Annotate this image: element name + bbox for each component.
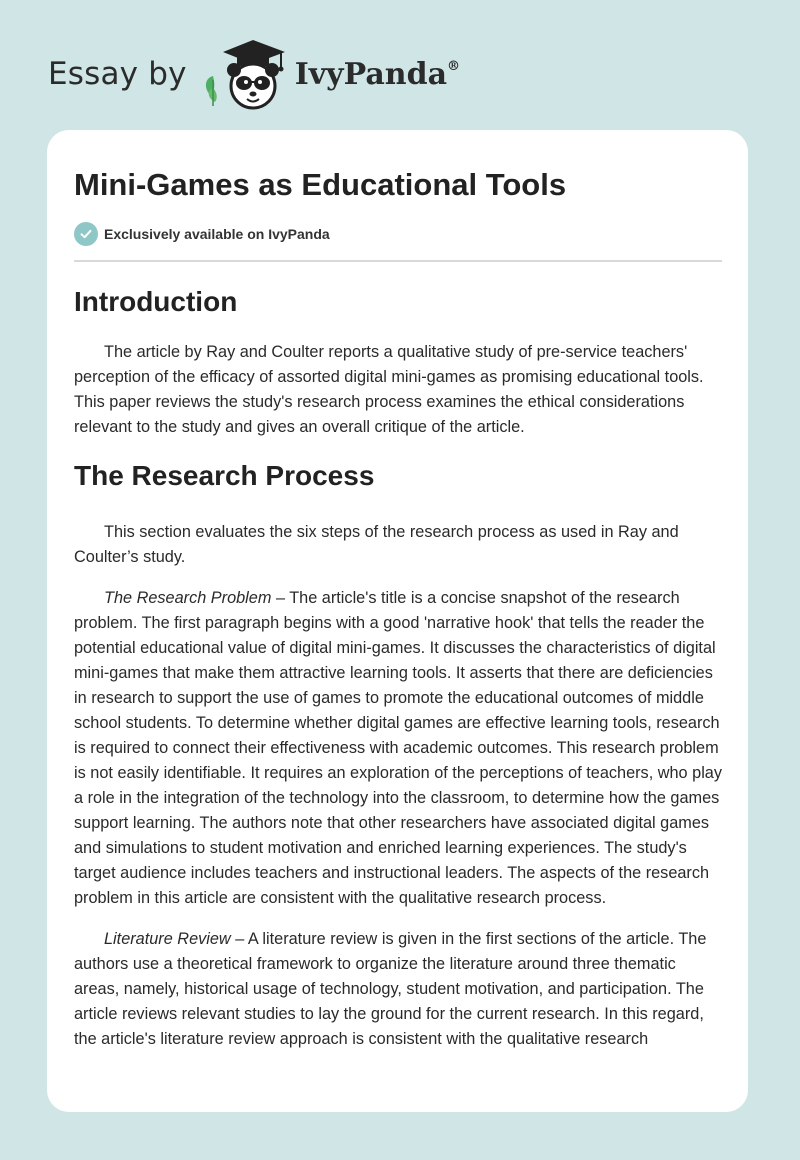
research-problem-label: The Research Problem <box>104 589 272 607</box>
article-card <box>47 130 748 1112</box>
literature-review-text: – A literature review is given in the first sections of the article. The authors use a theoretical framework to organize the literature around three thematic areas, namely, historical usage of technology, student motivation, and participation. The article reviews relevant studies to lay the ground for the current research. In this regard, the article's literature review approach is consistent with the qualitative research <box>74 930 707 1048</box>
site-header <box>48 34 548 114</box>
intro-paragraph: The article by Ray and Coulter reports a qualitative study of pre-service teachers' perception of the efficacy of assorted digital mini-games as promising educational tools. This paper reviews the study's research process examines the ethical considerations relevant to the study and gives an overall critique of the article. <box>74 343 704 436</box>
essay-by-label: Essay by <box>48 56 187 92</box>
exclusive-badge <box>74 222 722 246</box>
exclusive-badge-text: Exclusively available on IvyPanda <box>104 226 330 242</box>
article-title: Mini-Games as Educational Tools <box>74 167 567 202</box>
literature-review-paragraph <box>74 927 722 1052</box>
research-problem-text: – The article's title is a concise snapshot of the research problem. The first paragraph begins with a good 'narrative hook' that tells the reader the potential educational value of digital mini-games. It discusses the characteristics of digital mini-games that make them attractive learning tools. It asserts that there are deficiencies in research to support the use of games to promote the educational outcomes of middle school students. To determine whether digital games are effective learning tools, research is required to connect their effectiveness with academic outcomes. This research problem is not easily identifiable. It requires an exploration of the perceptions of teachers, who play a role in the integration of the technology into the classroom, to determine how the games support learning. The authors note that other researchers have associated digital games and simulations to student motivation and enriched learning experiences. The study's target audience includes teachers and instructional leaders. The aspects of the research problem in this article are consistent with the qualitative research process. <box>74 589 723 907</box>
panda-graduate-icon <box>201 36 291 112</box>
check-circle-icon <box>74 222 98 246</box>
section-heading-research-process: The Research Process <box>74 460 375 491</box>
research-problem-paragraph <box>74 586 722 911</box>
literature-review-label: Literature Review <box>104 930 231 948</box>
research-intro-paragraph: This section evaluates the six steps of the research process as used in Ray and Coulter’s study. <box>74 523 679 566</box>
section-heading-introduction: Introduction <box>74 286 238 317</box>
brand-name: IvyPanda® <box>294 56 461 92</box>
divider <box>74 260 722 262</box>
